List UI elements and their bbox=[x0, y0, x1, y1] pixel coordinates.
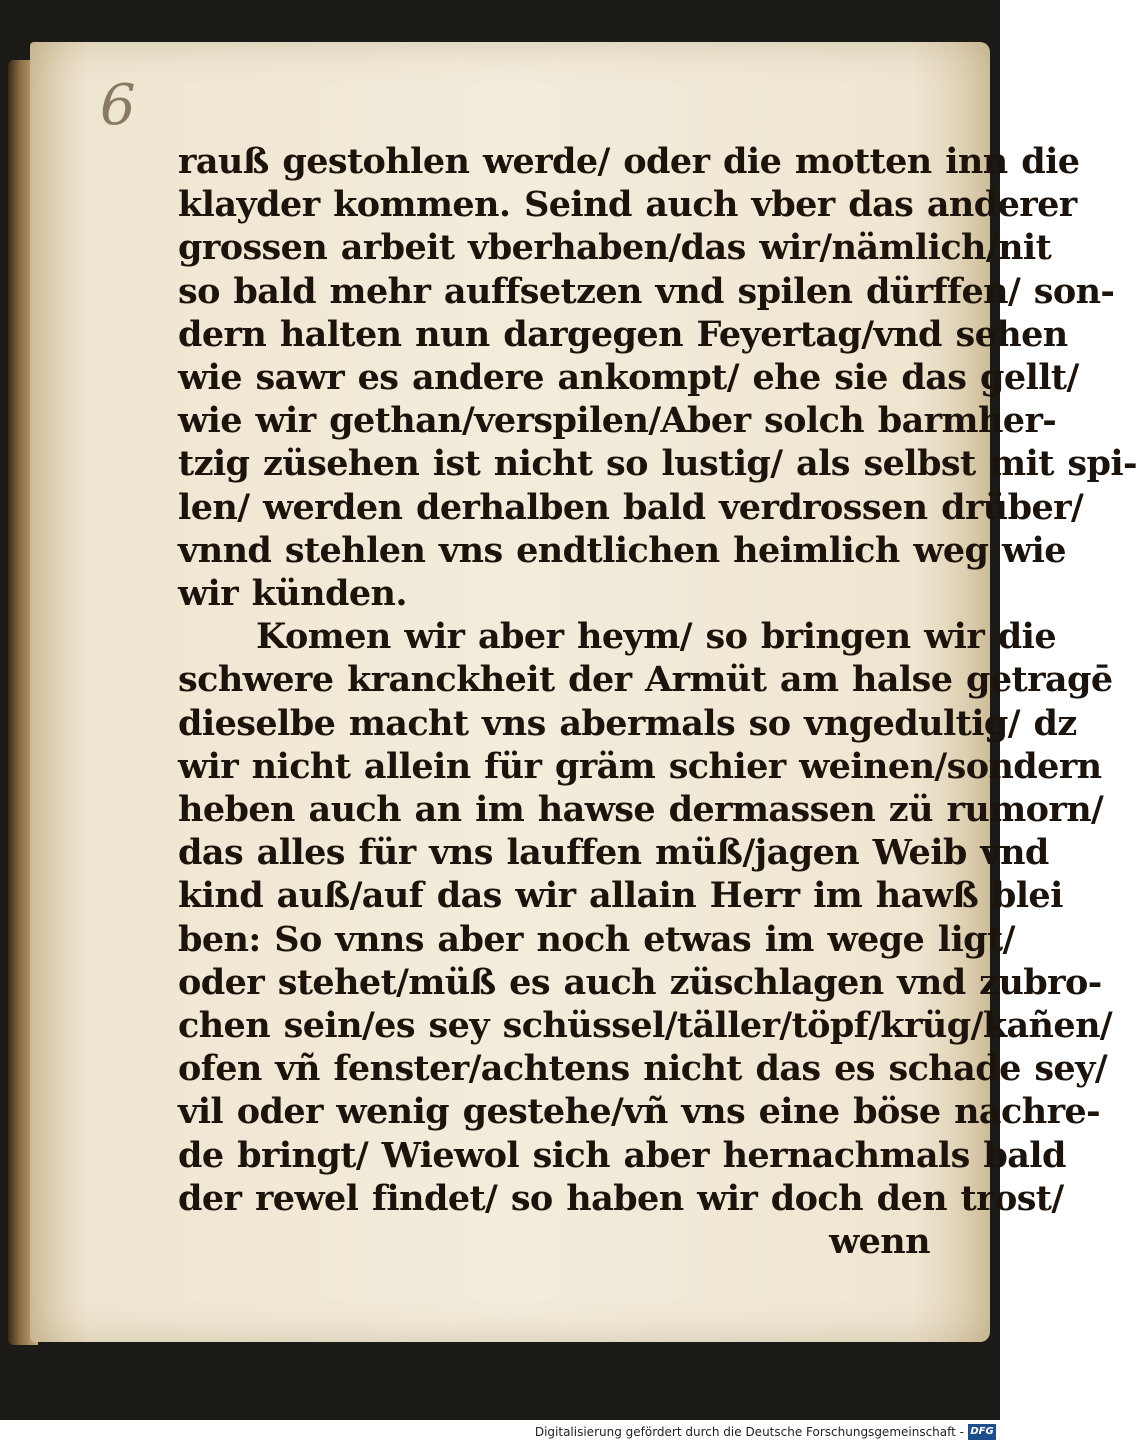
text-line: wie wir gethan/verspilen/Aber solch barmher- bbox=[178, 400, 1057, 442]
text-line: dieselbe macht vns abermals so vngedultig/ dz bbox=[178, 702, 1077, 744]
text-line: schwere kranckheit der Armüt am halse getragē bbox=[178, 659, 1113, 701]
text-line: wie sawr es andere ankompt/ ehe sie das gellt/ bbox=[178, 357, 1079, 399]
text-line: heben auch an im hawse dermassen zü rumorn/ bbox=[178, 789, 1104, 831]
text-line: len/ werden derhalben bald verdrossen drüber/ bbox=[178, 486, 1084, 528]
dfg-logo-icon: DFG bbox=[968, 1424, 996, 1440]
text-line: das alles für vns lauffen müß/jagen Weib vnd bbox=[178, 832, 1049, 874]
text-line: de bringt/ Wiewol sich aber hernachmals bald bbox=[178, 1134, 1066, 1176]
text-line: so bald mehr auffsetzen vnd spilen dürffen/ son- bbox=[178, 270, 1115, 312]
text-line: dern halten nun dargegen Feyertag/vnd sehen bbox=[178, 313, 1068, 355]
text-line: tzig züsehen ist nicht so lustig/ als selbst mit spi- bbox=[178, 443, 1137, 485]
text-line: grossen arbeit vberhaben/das wir/nämlich/nit bbox=[178, 227, 1052, 269]
catchword: wenn bbox=[829, 1221, 930, 1263]
paragraph-start-line: Komen wir aber heym/ so bringen wir die bbox=[256, 616, 1057, 658]
text-line: vnnd stehlen vns endtlichen heimlich weg wie bbox=[178, 529, 1066, 571]
text-line: wir nicht allein für gräm schier weinen/sondern bbox=[178, 745, 1102, 787]
text-line: rauß gestohlen werde/ oder die motten inn die bbox=[178, 141, 1080, 182]
text-line: oder stehet/müß es auch züschlagen vnd zubro- bbox=[178, 961, 1102, 1003]
text-line: klayder kommen. Seind auch vber das anderer bbox=[178, 184, 1077, 226]
text-line: chen sein/es sey schüssel/täller/töpf/krüg/kañen/ bbox=[178, 1005, 1113, 1047]
footer-bar bbox=[0, 1420, 1000, 1445]
text-line: wir künden. bbox=[178, 573, 407, 615]
text-line: vil oder wenig gestehe/vñ vns eine böse nachre- bbox=[178, 1091, 1100, 1133]
text-line: ben: So vnns aber noch etwas im wege ligt/ bbox=[178, 918, 1015, 960]
text-line: ofen vñ fenster/achtens nicht das es schade sey/ bbox=[178, 1048, 1108, 1090]
text-line: der rewel findet/ so haben wir doch den trost/ bbox=[178, 1177, 1064, 1219]
page-text bbox=[178, 140, 1137, 1263]
folio-number: 6 bbox=[100, 73, 136, 138]
text-line: kind auß/auf das wir allain Herr im hawß blei bbox=[178, 875, 1063, 917]
footer-credit: Digitalisierung gefördert durch die Deutsche Forschungsgemeinschaft - bbox=[534, 1425, 964, 1439]
